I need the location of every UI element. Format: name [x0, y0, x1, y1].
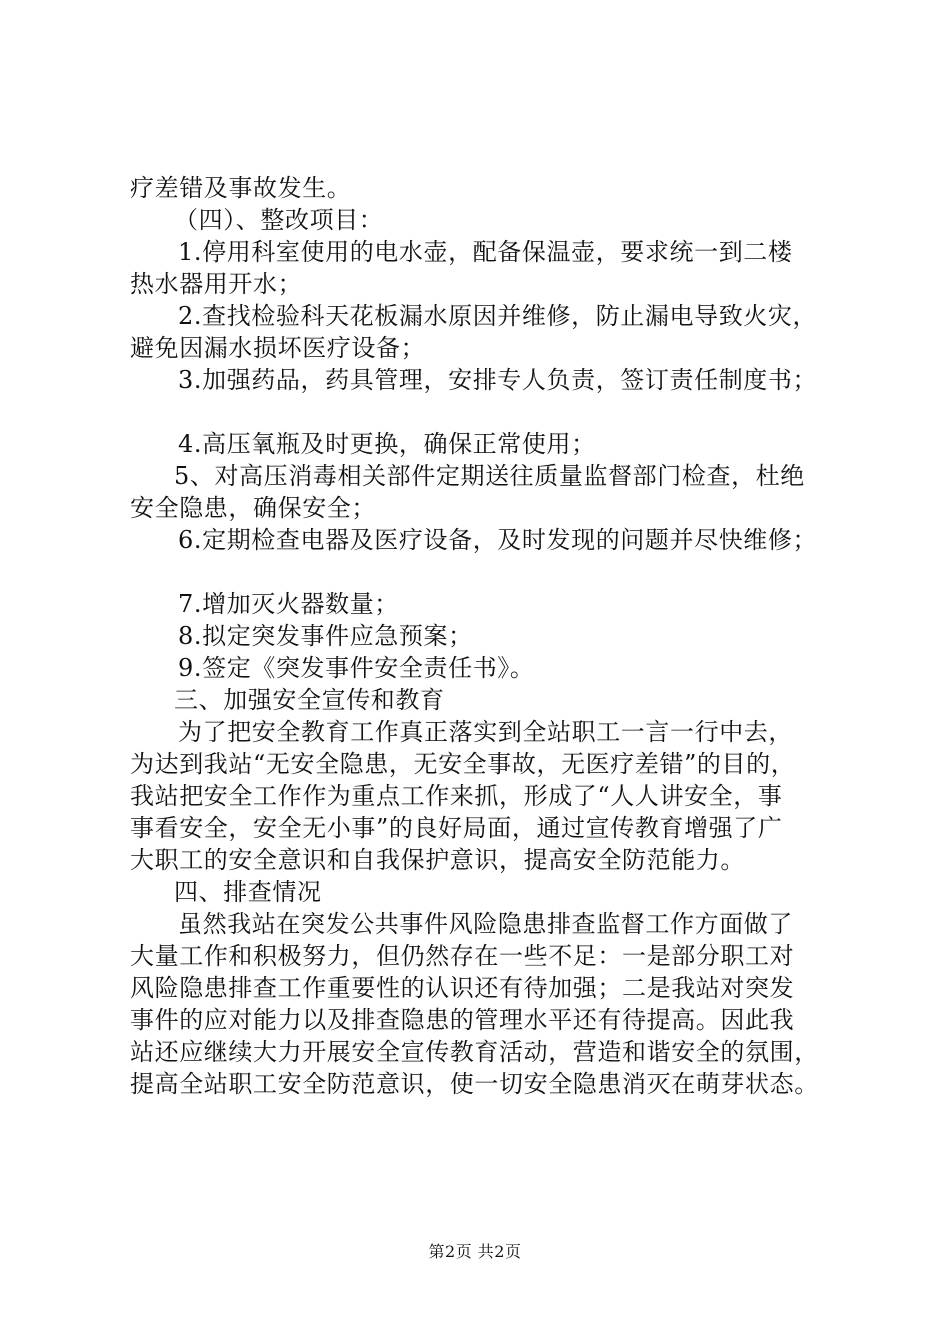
section-heading: （四）、整改项目：: [174, 206, 384, 234]
list-item: 4.高压氧瓶及时更换，确保正常使用；: [178, 430, 596, 458]
blank-line: [130, 396, 836, 428]
paragraph-line: 大职工的安全意识和自我保护意识，提高安全防范能力。: [130, 846, 745, 874]
paragraph-line: 我站把安全工作作为重点工作来抓，形成了“人人讲安全，事: [130, 782, 783, 810]
section-heading: 三、加强安全宣传和教育: [174, 686, 445, 714]
section-heading: 四、排查情况: [174, 878, 322, 906]
list-item-continuation: 避免因漏水损坏医疗设备；: [130, 334, 426, 362]
paragraph-line: 疗差错及事故发生。: [130, 174, 352, 202]
list-item: 1.停用科室使用的电水壶，配备保温壶，要求统一到二楼: [178, 238, 793, 266]
blank-line: [130, 556, 836, 588]
paragraph-line: 为了把安全教育工作真正落实到全站职工一言一行中去，: [178, 718, 793, 746]
paragraph-line: 站还应继续大力开展安全宣传教育活动，营造和谐安全的氛围，: [130, 1038, 819, 1066]
list-item: 5、对高压消毒相关部件定期送往质量监督部门检查，杜绝: [174, 462, 805, 490]
document-body: [130, 172, 836, 1100]
paragraph-line: 风险隐患排查工作重要性的认识还有待加强；二是我站对突发: [130, 974, 795, 1002]
list-item: 2.查找检验科天花板漏水原因并维修，防止漏电导致火灾，: [178, 302, 818, 330]
paragraph-line: 事看安全，安全无小事”的良好局面，通过宣传教育增强了广: [130, 814, 783, 842]
paragraph-line: 为达到我站“无安全隐患，无安全事故，无医疗差错”的目的，: [130, 750, 796, 778]
paragraph-line: 虽然我站在突发公共事件风险隐患排查监督工作方面做了: [178, 910, 793, 938]
list-item: 6.定期检查电器及医疗设备，及时发现的问题并尽快维修；: [178, 526, 818, 554]
paragraph-line: 大量工作和积极努力，但仍然存在一些不足：一是部分职工对: [130, 942, 795, 970]
list-item-continuation: 热水器用开水；: [130, 270, 303, 298]
paragraph-line: 事件的应对能力以及排查隐患的管理水平还有待提高。因此我: [130, 1006, 795, 1034]
paragraph-line: 提高全站职工安全防范意识，使一切安全隐患消灭在萌芽状态。: [130, 1070, 819, 1098]
list-item: 7.增加灭火器数量；: [178, 590, 399, 618]
list-item: 8.拟定突发事件应急预案；: [178, 622, 473, 650]
list-item: 9.签定《突发事件安全责任书》。: [178, 654, 535, 682]
list-item-continuation: 安全隐患，确保安全；: [130, 494, 376, 522]
page-number-footer: 第2页 共2页: [428, 1242, 522, 1261]
list-item: 3.加强药品，药具管理，安排专人负责，签订责任制度书；: [178, 366, 818, 394]
